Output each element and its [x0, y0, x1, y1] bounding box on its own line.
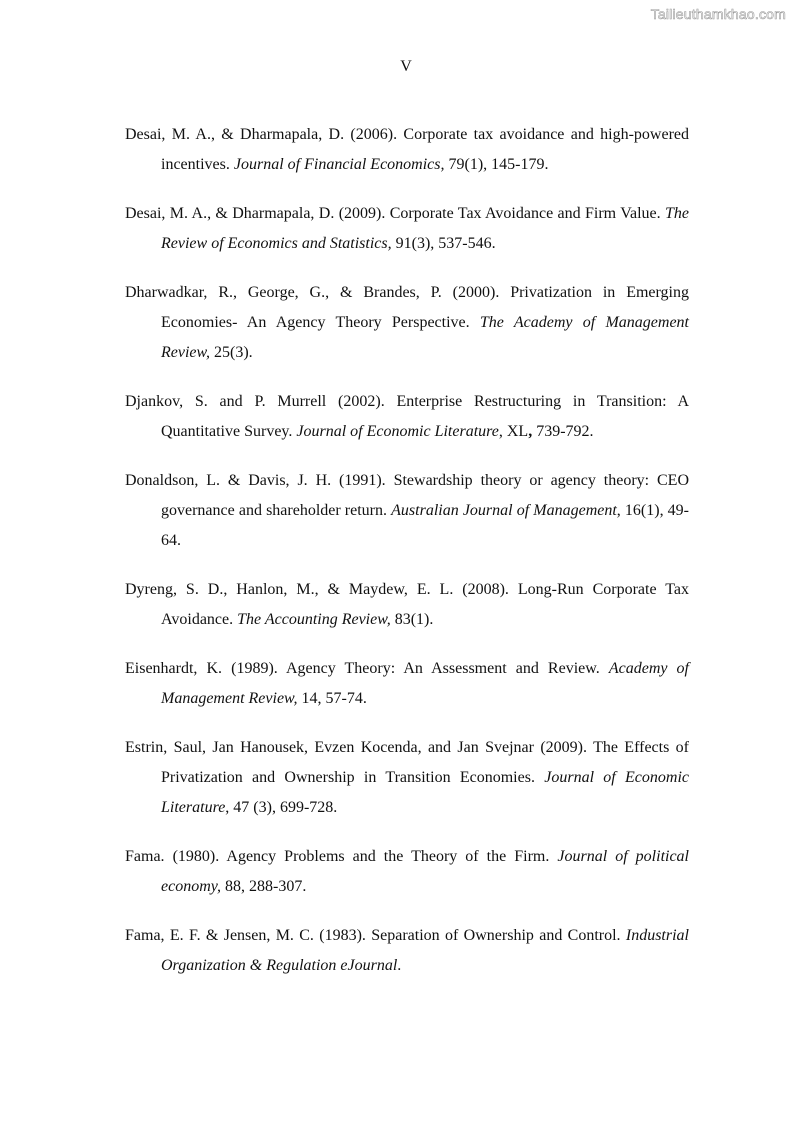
journal-title: Industrial Organization & Regulation eJournal [161, 927, 689, 974]
reference-text: Fama, E. F. & Jensen, M. C. (1983). Separation of Ownership and Control. [125, 927, 626, 944]
reference-details: 91(3), 537-546. [391, 235, 496, 252]
reference-entry [125, 575, 689, 635]
reference-entry [125, 278, 689, 368]
reference-details: 83(1). [390, 611, 434, 628]
journal-title: The Academy of Management Review, [161, 314, 689, 361]
reference-details-comma: , [528, 423, 533, 440]
reference-entry [125, 120, 689, 180]
reference-details: 14, 57-74. [297, 690, 367, 707]
reference-entry [125, 654, 689, 714]
journal-title: Journal of Economic Literature [296, 423, 499, 440]
reference-entry [125, 387, 689, 447]
reference-text: Desai, M. A., & Dharmapala, D. (2006). Corporate tax avoidance and high-powered incentives. [125, 126, 689, 173]
reference-pages: 739-792. [532, 423, 594, 440]
reference-text: Fama. (1980). Agency Problems and the Theory of the Firm. [125, 848, 558, 865]
journal-title: Academy of Management Review, [161, 660, 689, 707]
reference-entry [125, 921, 689, 981]
reference-details: , 47 (3), 699-728. [225, 799, 338, 816]
reference-details: , 16(1), 49-64. [161, 502, 690, 549]
reference-text: Eisenhardt, K. (1989). Agency Theory: An Assessment and Review. [125, 660, 609, 677]
reference-details: 88, 288-307. [220, 878, 307, 895]
reference-text: Dyreng, S. D., Hanlon, M., & Maydew, E. L. (2008). Long-Run Corporate Tax Avoidance. [125, 581, 689, 628]
reference-details: 25(3). [210, 344, 253, 361]
reference-entry [125, 733, 689, 823]
reference-text: Djankov, S. and P. Murrell (2002). Enterprise Restructuring in Transition: A Quantitative Survey. [125, 393, 689, 440]
journal-title: Australian Journal of Management [391, 502, 617, 519]
reference-entry [125, 466, 689, 556]
reference-text: Donaldson, L. & Davis, J. H. (1991). Stewardship theory or agency theory: CEO governance and shareholder return. [125, 472, 689, 519]
reference-details: 79(1), 145-179. [444, 156, 549, 173]
reference-text: Dharwadkar, R., George, G., & Brandes, P. (2000). Privatization in Emerging Economies- An Agency Theory Perspective. [125, 284, 689, 331]
reference-details: . [397, 957, 402, 974]
reference-text: Desai, M. A., & Dharmapala, D. (2009). Corporate Tax Avoidance and Firm Value. [125, 205, 665, 222]
journal-title: Journal of political economy, [161, 848, 689, 895]
reference-text: Estrin, Saul, Jan Hanousek, Evzen Kocenda, and Jan Svejnar (2009). The Effects of Privatization and Ownership in Transition Economies. [125, 739, 689, 786]
journal-title: The Review of Economics and Statistics, [161, 205, 689, 252]
reference-list [125, 120, 689, 1000]
page-number: V [400, 58, 412, 75]
reference-details: , XL [498, 423, 529, 440]
journal-title: Journal of Economic Literature [161, 769, 689, 816]
watermark: Tailieuthamkhao.com [650, 6, 786, 22]
reference-entry [125, 199, 689, 259]
journal-title: Journal of Financial Economics, [233, 156, 445, 173]
reference-entry [125, 842, 689, 902]
journal-title: The Accounting Review, [237, 611, 391, 628]
